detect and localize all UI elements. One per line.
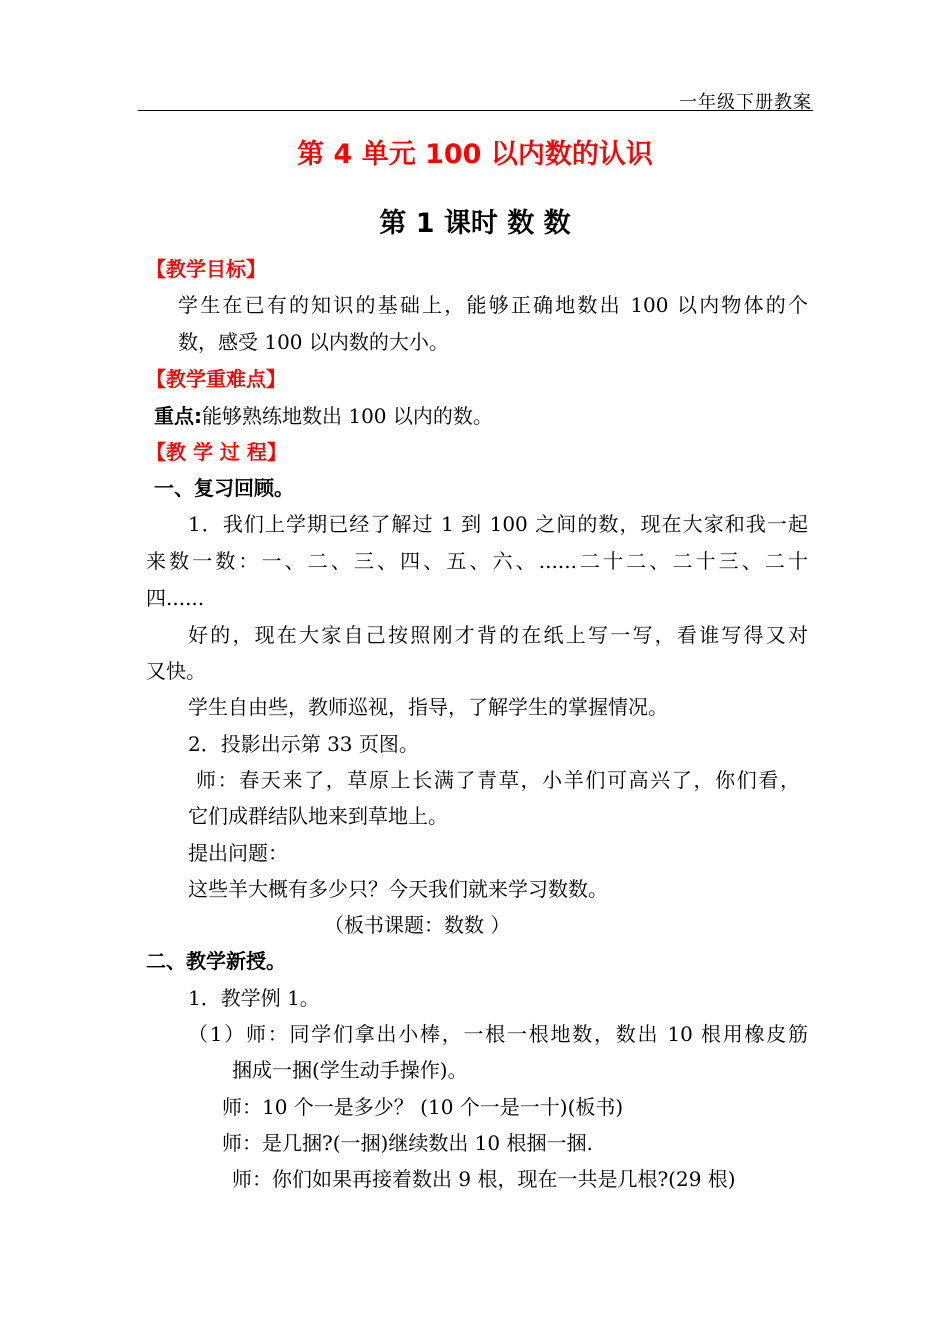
- review-p5-line-2: 它们成群结队地来到草地上。: [188, 804, 448, 828]
- new-teaching-p1: 1．教学例 1。: [188, 986, 320, 1010]
- unit-title: 第 4 单元 100 以内数的认识: [297, 139, 653, 170]
- review-title: 一、复习回顾。: [154, 476, 294, 500]
- review-p4: 2．投影出示第 33 页图。: [188, 732, 419, 756]
- new-teaching-p5: 师：你们如果再接着数出 9 根，现在一共是几根?(29 根): [232, 1167, 736, 1191]
- objectives-line-2: 数，感受 100 以内数的大小。: [178, 330, 449, 354]
- review-p6: 提出问题：: [188, 841, 288, 865]
- objectives-heading: 【教学目标】: [146, 257, 266, 281]
- objectives-line-1: 学生在已有的知识的基础上，能够正确地数出 100 以内物体的个: [178, 293, 808, 317]
- review-p5-line-1: 师：春天来了，草原上长满了青草，小羊们可高兴了，你们看，: [196, 768, 800, 792]
- new-teaching-p3: 师：10 个一是多少？ (10 个一是一十)(板书): [222, 1095, 624, 1119]
- key-points-line: [154, 403, 493, 429]
- key-points-label: 重点:: [154, 404, 202, 428]
- header-doc-label: 一年级下册教案: [679, 92, 812, 113]
- review-p3: 学生自由些，教师巡视，指导，了解学生的掌握情况。: [188, 695, 668, 719]
- review-p8: （板书课题：数数 ）: [324, 913, 511, 937]
- lesson-title: 第 1 课时 数 数: [379, 208, 571, 239]
- process-heading: 【教 学 过 程】: [146, 440, 287, 464]
- key-points-text: 能够熟练地数出 100 以内的数。: [202, 404, 493, 428]
- review-p1-line-1: 1．我们上学期已经了解过 1 到 100 之间的数，现在大家和我一起: [188, 512, 808, 536]
- review-p1-line-3: 四......: [146, 586, 205, 610]
- review-p2-line-2: 又快。: [146, 659, 206, 683]
- header-divider: [138, 110, 813, 111]
- new-teaching-p2-line-2: 捆成一捆(学生动手操作)。: [232, 1058, 468, 1082]
- review-p7: 这些羊大概有多少只？今天我们就来学习数数。: [188, 877, 608, 901]
- new-teaching-p2-line-1: （1）师：同学们拿出小棒，一根一根地数，数出 10 根用橡皮筋: [188, 1022, 808, 1046]
- new-teaching-p4: 师：是几捆?(一捆)继续数出 10 根捆一捆.: [222, 1131, 593, 1155]
- review-p2-line-1: 好的，现在大家自己按照刚才背的在纸上写一写，看谁写得又对: [188, 623, 808, 647]
- review-p1-line-2: 来数一数：一、二、三、四、五、六、......二十二、二十三、二十: [146, 549, 808, 573]
- key-points-heading: 【教学重难点】: [146, 367, 286, 391]
- new-teaching-title: 二、教学新授。: [146, 949, 286, 973]
